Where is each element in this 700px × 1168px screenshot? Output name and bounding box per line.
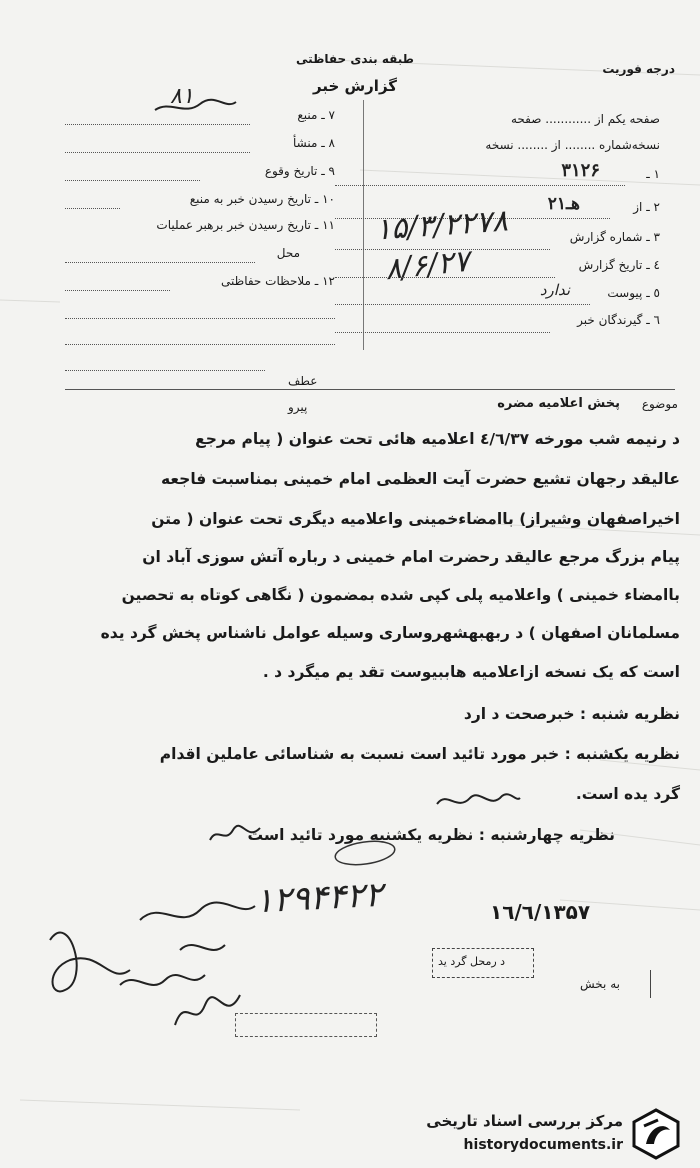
field-5-label: ٥ ـ پیوست [607, 286, 660, 300]
received-stamp-text: د رمحل گرد ید [438, 955, 506, 968]
body-line-7: است که یک نسخه ازاعلامیه هاببیوست تقد یم میگرد د . [262, 663, 680, 681]
hand-mark-scribble [150, 96, 240, 118]
pirow-label: پیرو [288, 400, 308, 414]
wednesday-stamp-mark [330, 838, 400, 868]
subject-value: پخش اعلامیه مضره [497, 396, 620, 411]
report-number-handwritten: ۱۵/۳/۲۲۷۸ [373, 203, 510, 248]
copy-number-field: نسخه‌شماره ........ از ........ نسخه [485, 138, 660, 152]
field-11-label: ۱۱ ـ تاریخ رسیدن خبر برهبر عملیات [156, 218, 335, 232]
page-count-field: صفحه یکم از ............ صفحه [511, 112, 660, 126]
subject-label: موضوع [641, 397, 678, 411]
section-bracket [650, 970, 651, 998]
priority-label: درجه فوریت [602, 62, 675, 76]
atf-label: عطف [288, 374, 318, 388]
field-3-label: ۳ ـ شماره گزارش [569, 230, 660, 244]
field-place-label: محل [276, 246, 300, 260]
field-2-value: ۲۱هـ [547, 194, 580, 214]
field-9-label: ۹ ـ تاریخ وقوع [264, 164, 335, 178]
field-1-line [335, 185, 625, 186]
field-6-line [335, 332, 550, 333]
opinion-sunday-2: گرد یده است. [575, 785, 680, 803]
watermark-url: historydocuments.ir [463, 1137, 623, 1153]
field-9-line [65, 180, 200, 181]
body-line-6: مسلمانان اصفهان ) د ربهبهشهروساری وسیله عوامل ناشناس پخش گرد یده [100, 624, 680, 642]
archive-date: ۱۳۵۷/٦/۱٦ [490, 900, 591, 924]
field-8-line [65, 152, 250, 153]
archive-logo-icon [630, 1108, 682, 1160]
signature-scribble-1 [432, 786, 522, 816]
field-1-value: ۳۱۲۶ [561, 160, 600, 181]
field-5-value: ندارد [539, 281, 570, 299]
body-line-1: د رنیمه شب مورخه ٤/٦/۳۷ اعلامیه هائی تحت عنوان ( پیام مرجع [195, 430, 680, 448]
body-line-5: باامضاء خمینی ) واعلامیه پلی کپی شده بمضمون ( نگاهی کوتاه به تحصین [121, 586, 680, 604]
section-label: به بخش [580, 977, 620, 991]
opinion-sunday-1: نظریه یکشنبه : خبر مورد تائید است نسبت به شناسائی عاملین اقدام [159, 745, 680, 763]
field-10-line [65, 208, 120, 209]
watermark-name: مرکز بررسی اسناد تاریخی [426, 1112, 623, 1130]
bottom-dashed-box [235, 1013, 377, 1037]
opinion-wednesday: نظریه چهارشنبه : نظریه یکشنبه مورد تائید است [247, 826, 615, 844]
field-2-label: ۲ ـ از [633, 200, 660, 214]
subject-divider [65, 389, 675, 390]
form-divider [363, 100, 364, 350]
field-12-line [65, 290, 170, 291]
field-1-label: ۱ ـ [646, 167, 660, 181]
field-12-line-2 [65, 318, 335, 319]
field-5-line [335, 304, 590, 305]
hand-mark: ۸۱ [170, 84, 194, 109]
bottom-scribble [170, 985, 250, 1035]
field-7-label: ۷ ـ منبع [297, 108, 335, 122]
body-line-2: عالیقد رجهان تشیع حضرت آیت العظمی امام خمینی بمناسبت فاجعه [161, 470, 680, 488]
signature-scribble-2 [205, 820, 265, 850]
file-number-handwritten: ۱۲۹۴۴۲۲ [254, 874, 384, 922]
field-10-label: ۱۰ ـ تاریخ رسیدن خبر به منبع [189, 192, 335, 206]
body-line-4: پیام بزرگ مرجع عالیقد رحضرت امام خمینی د رباره آتش سوزی آباد ان [142, 548, 680, 566]
classification-label: طبقه بندی حفاظتی [296, 52, 414, 66]
report-date-handwritten: ۸/۶/۲۷ [383, 243, 472, 288]
field-12-line-3 [65, 344, 335, 345]
field-place-line [65, 262, 255, 263]
body-line-3: اخیراصفهان وشیراز) باامضاءخمینی واعلامیه دیگری تحت عنوان ( متن [151, 510, 680, 528]
field-12-label: ۱۲ ـ ملاحظات حفاظتی [221, 274, 335, 288]
field-6-label: ٦ ـ گیرندگان خبر [577, 313, 660, 327]
report-title: گزارش خبر [312, 77, 398, 95]
field-7-line [65, 124, 250, 125]
field-12-line-4 [65, 370, 265, 371]
field-4-label: ٤ ـ تاریخ گزارش [578, 258, 660, 272]
field-4-line [335, 277, 555, 278]
opinion-saturday: نظریه شنبه : خبرصحت د ارد [463, 705, 680, 723]
field-8-label: ۸ ـ منشأ [292, 136, 335, 150]
